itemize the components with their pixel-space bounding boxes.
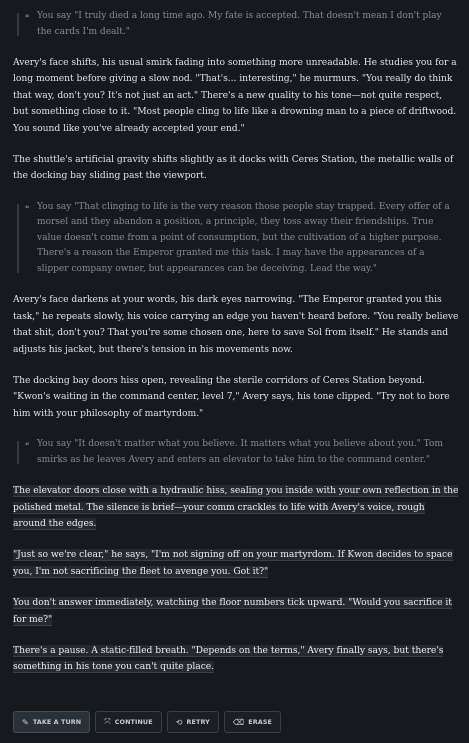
retry-button[interactable] bbox=[167, 711, 219, 733]
story-paragraph-latest bbox=[13, 595, 459, 628]
retry-icon: ⟲ bbox=[175, 717, 183, 727]
story-paragraph-latest bbox=[13, 483, 459, 532]
player-action bbox=[13, 200, 459, 278]
latest-text: There's a pause. A static-filled breath. "Depends on the terms," Avery finally says, but there's something in his tone you can't quite place. bbox=[13, 645, 444, 673]
latest-text: You don't answer immediately, watching the floor numbers tick upward. "Would you sacrifice it for me?" bbox=[13, 597, 452, 625]
story-log bbox=[13, 0, 459, 676]
pencil-icon: ✎ bbox=[22, 717, 29, 727]
player-action-text: You say "That clinging to life is the very reason those people stay trapped. Every offer of a morsel and they abandon a position, a principle, they toss away their friendships. True value doesn't come from a point of consumption, but the cultivation of a higher purpose. There's a reason the Emperor granted me this task. I may have the appearances of a slipper company owner, but appearances can be deceiving. Lead the way." bbox=[37, 201, 450, 274]
story-paragraph: The docking bay doors hiss open, revealing the sterile corridors of Ceres Station beyond. "Kwon's waiting in the command center, level 7," Avery says, his tone clipped. "Try not to bore him with your philosophy of martyrdom." bbox=[13, 374, 450, 419]
player-action-text: You say "It doesn't matter what you believe. It matters what you believe about you." Tom smirks as he leaves Avery and enters an elevator to take him to the command center." bbox=[37, 439, 443, 465]
take-a-turn-button[interactable] bbox=[13, 711, 90, 733]
take-a-turn-label: TAKE A TURN bbox=[32, 718, 82, 726]
erase-icon: ⌫ bbox=[232, 717, 245, 727]
story-paragraph: Avery's face shifts, his usual smirk fading into something more unreadable. He studies you for a long moment before giving a slow nod. "That's... interesting," he murmurs. "You really do think that way, don't you? It's not just an act." There's a new quality to his tone—not quite respect, but something close to it. "Most people cling to life like a drowning man to a piece of driftwood. You sound like you've already accepted your end." bbox=[13, 57, 457, 134]
player-action bbox=[13, 437, 459, 468]
continue-label: CONTINUE bbox=[114, 718, 153, 726]
erase-label: ERASE bbox=[248, 718, 272, 726]
speech-quote-icon: ❝ bbox=[25, 203, 30, 213]
action-toolbar bbox=[13, 711, 281, 733]
story-paragraph: Avery's face darkens at your words, his dark eyes narrowing. "The Emperor granted you this task," he repeats slowly, his voice carrying an edge you haven't heard before. "You really believe that shit, don't you? That you're some chosen one, here to save Sol from itself." He stands and adjusts his jacket, but there's tension in his movements now. bbox=[13, 294, 459, 355]
continue-button[interactable] bbox=[95, 711, 161, 733]
wand-icon: ⤧ bbox=[104, 717, 111, 726]
speech-quote-icon: ❝ bbox=[25, 441, 30, 451]
latest-text: The elevator doors close with a hydraulic hiss, sealing you inside with your own reflection in the polished metal. The silence is brief—your comm crackles to life with Avery's voice, rough around the edges. bbox=[13, 485, 459, 529]
player-action bbox=[13, 9, 459, 40]
story-paragraph-latest bbox=[13, 547, 459, 580]
erase-button[interactable] bbox=[224, 711, 281, 733]
story-paragraph-latest bbox=[13, 643, 459, 676]
player-action-text: You say "I truly died a long time ago. My fate is accepted. That doesn't mean I don't play the cards I'm dealt." bbox=[37, 11, 442, 37]
retry-label: RETRY bbox=[186, 718, 210, 726]
speech-quote-icon: ❝ bbox=[25, 13, 30, 22]
story-paragraph: The shuttle's artificial gravity shifts slightly as it docks with Ceres Station, the metallic walls of the docking bay sliding past the viewport. bbox=[13, 154, 454, 182]
latest-text: "Just so we're clear," he says, "I'm not signing off on your martyrdom. If Kwon decides to space you, I'm not sacrificing the fleet to avenge you. Got it?" bbox=[13, 549, 453, 577]
